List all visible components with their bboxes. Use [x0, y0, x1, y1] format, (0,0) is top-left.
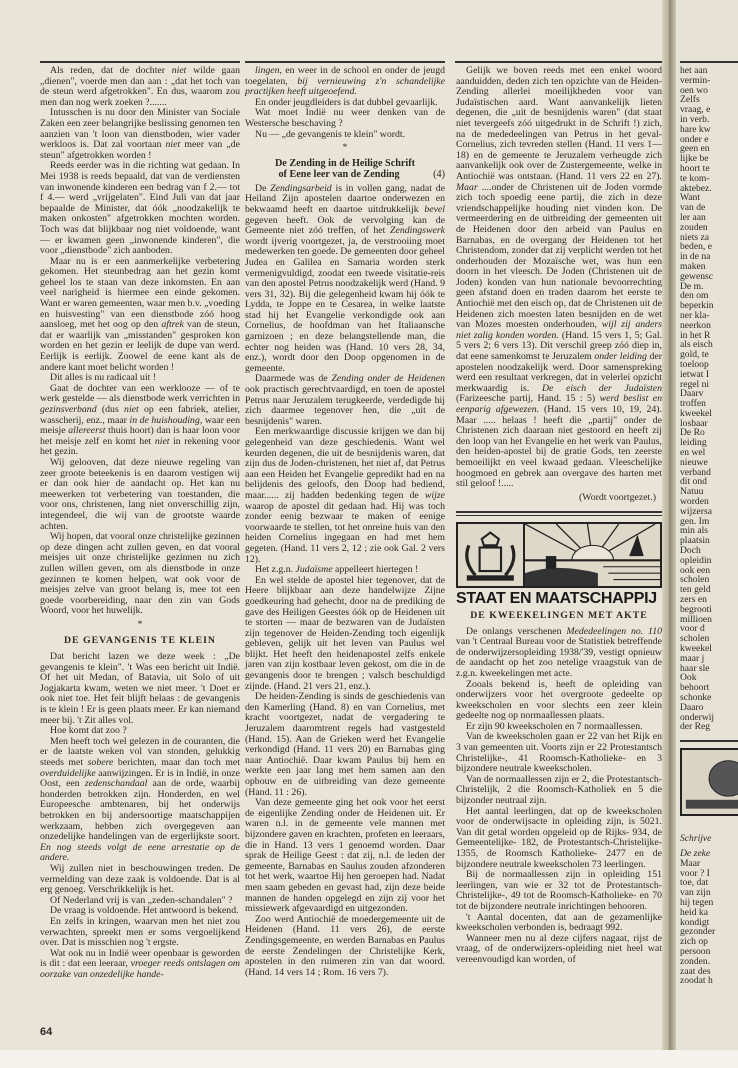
- text-line-fragment: voor ? I: [680, 867, 710, 879]
- text: Dit alles is nu radicaal uit !: [50, 372, 157, 384]
- globe-illustration: [680, 748, 738, 816]
- emphasis-text: gezinsverband: [40, 404, 97, 415]
- heading-zending-line1: De Zending in de Heilige Schrift: [274, 157, 416, 169]
- text: (dus: [96, 404, 125, 415]
- column-1: [40, 66, 240, 980]
- text: Maar nu is er een aanmerkelijke verbetering gekomen. Het steunbedrag aan het gezin komt geheel los te staan van deze inkomsten. En aan veel narigheid is hiermee een einde gekomen. Want er waren gemeenten, waar men b.v. „voeding en huisvesting" van een dienstbode zóó hoog aansloeg, met het oog op den: [40, 255, 240, 331]
- text-line-fragment: hare kw: [680, 123, 711, 135]
- text-line-fragment: zers en: [680, 594, 707, 606]
- article-zending: [245, 184, 445, 979]
- text: van 't Centraal Bureau voor de Statistiek betreffende de onderwijzersopleiding 1938/'39, vestigt opnieuw de aandacht op het zoo netelige vraagstuk van de z.g.n. kweekelingen met acte.: [456, 636, 662, 679]
- text: Een merkwaardige discussie krijgen we dan bij gelegenheid van deze geschiedenis. Want wel keurden degenen, die uit de besnijdenis waren, dat zijn dus de Joden-christenen, het niet af, dat Petrus aan een Heiden het Evangelie gepredikt had en na belijdenis des geloofs, den Doop had bediend, maar...... zij hadden bedenking tegen de: [245, 426, 445, 501]
- text-line-fragment: zonden.: [680, 955, 711, 967]
- text: En zelfs in kringen, waarvan men het niet zou verwachten, spreekt men er soms vergoelijkend over. Dat is misschien nog 't ergste.: [40, 915, 240, 949]
- emphasis-text: onder leiding: [594, 351, 647, 363]
- text: Of Nederland vrij is van „zeden-schandalen" ?: [50, 894, 233, 906]
- text-line-fragment: Doch: [680, 545, 701, 557]
- text-line-fragment: nieuwe: [680, 456, 708, 468]
- text-line-fragment: het aan: [680, 66, 708, 76]
- top-rule: [245, 61, 445, 63]
- text-line-fragment: ner kla-: [680, 309, 710, 321]
- text-line-fragment: troffen: [680, 398, 706, 410]
- continued-note: (Wordt voortgezet.): [578, 491, 656, 503]
- text-line-fragment: heid ka: [680, 906, 708, 918]
- text: Wat moet Indië nu weer denken van de Westersche beschaving ?: [245, 107, 445, 129]
- text-line-fragment: voor d: [680, 623, 705, 635]
- text-line-fragment: hoort te: [680, 162, 710, 174]
- emphasis-text: sobere: [87, 757, 114, 768]
- text-line-fragment: vraag, e: [680, 104, 711, 116]
- text: En onder jeugdleiders is dat dubbel gevaarlijk.: [255, 96, 438, 108]
- paragraph: [456, 913, 662, 934]
- text-line-fragment: plaatsin: [680, 535, 710, 547]
- text: Hoe komt dat zoo ?: [50, 725, 127, 737]
- text: gegeven heeft. Ook de vervolging kan de Gemeente niet zóó treffen, of het: [245, 214, 445, 237]
- text: van de steun, dat er waarlijk van „misstanden" gesproken kon worden en het gezin er leelijk de dupe van werd. Eerlijk is eerlijk. Zoowel de eene kant als de andere kant moet belicht worden !: [40, 319, 240, 373]
- emphasis-text: lingen: [255, 65, 280, 76]
- text-line-fragment: verband: [680, 466, 711, 478]
- text-line-fragment: van zijn: [680, 887, 711, 899]
- paragraph: [40, 864, 240, 896]
- page-gutter: [662, 0, 676, 1050]
- article-gevangenis-continued: [245, 66, 445, 140]
- text-line-fragment: regel ni: [680, 378, 710, 390]
- text-line-fragment: gewensc: [680, 270, 714, 282]
- paragraph: [40, 257, 240, 374]
- text-line-fragment: leiding: [680, 437, 707, 449]
- heading-zending: [245, 158, 445, 180]
- text-line-fragment: hij tegen: [680, 896, 714, 908]
- paragraph: [245, 576, 445, 693]
- emphasis-text: niet: [171, 65, 187, 76]
- emphasis-text: niet: [124, 404, 139, 415]
- text-line-fragment: lijke be: [680, 153, 709, 165]
- text-line-fragment: zaat des: [680, 965, 711, 977]
- text: De onlangs verschenen: [466, 625, 567, 637]
- emphasis-text: overduidelijke: [40, 767, 96, 779]
- text-line-fragment: millioen: [680, 613, 712, 625]
- text-line-fragment: Daaro: [680, 701, 704, 713]
- text-line-fragment: Maar: [680, 857, 701, 869]
- text: Wij gelooven, dat deze nieuwe regeling van zeer groote beteekenis is en daarom vestigen wij er dan ook hier de aandacht op. Het kan nu meewerken tot verbetering van toestanden, die voor ons, christenen, lang niet onverschillig zijn, integendeel, die wij van de grootste waarde achten.: [40, 456, 240, 532]
- text: ....onder de Christenen uit de Joden vormde zich toch spoedig eene partij, die zich in deze vriendschappelijke houding niet vinden kon. De vermeerdering en de uitbreiding der gemeenten uit de Heidenen door den arbeid van Paulus en Barnabas, en de overgang der Heidenen tot het Christendom, zonder dat zij verplicht werden tot het onderhouden der Mozaïsche wet, was hun een doorn in het vleesch. De Joden (Christenen uit de Joden) konden van hun nationale bevoorrechting geen afstand doen en traden daarom het eerste te Antiochië met den eisch op, dat de Christenen uit de Heidenen zich moesten laten besnijden en de wet van Mozes moesten onderhouden,: [456, 181, 662, 331]
- article-dienstboden: [40, 66, 240, 617]
- text-line-fragment: maar j: [680, 652, 705, 664]
- text-line-fragment: neerkon: [680, 319, 711, 331]
- text-line-fragment: toe, dat: [680, 877, 709, 889]
- text-line-fragment: te kom-: [680, 172, 710, 184]
- paragraph: [245, 427, 445, 565]
- text: 't Aantal docenten, dat aan de gezamenlijke kweekscholen verbonden is, bedraagt 992.: [456, 911, 662, 934]
- text-line-fragment: scholen: [680, 574, 710, 586]
- text: Men heeft toch wel gelezen in de couranten, die er de laatste weken vol van stonden, gelukkig steeds met: [40, 735, 240, 768]
- text-line-fragment: Want: [680, 192, 701, 204]
- text: Dat bericht lazen we deze week : „De gevangenis te klein". 't Was een bericht uit Indië. Of het uit Medan, of Batavia, uit Solo of uit Jogjakarta kwam, weten we niet meer. 't Doet er ook niet toe. Het feit blijft helaas : de gevangenis is te klein ! Er is geen plaats meer. Er kan niemand meer bij. 't Zit alles vol.: [40, 651, 240, 726]
- paragraph: [245, 66, 445, 98]
- coat-of-arms-image: [458, 524, 525, 586]
- text-line-fragment: losbaar: [680, 417, 708, 429]
- text-line-fragment: kondigt: [680, 916, 710, 928]
- paragraph: [456, 680, 662, 722]
- article-gevangenis: [40, 652, 240, 980]
- text: Zooals bekend is, heeft de opleiding van onderwijzers voor het overgroote gedeelte op kweekscholen en voor slechts een zeer klein gedeelte nog op normaallessen plaats.: [456, 678, 662, 722]
- paragraph: [456, 934, 662, 966]
- paragraph: [456, 807, 662, 871]
- text-line-fragment: in verb.: [680, 113, 710, 125]
- paragraph: [245, 108, 445, 129]
- section-divider: [456, 511, 662, 516]
- text-line-fragment: De m.: [680, 280, 704, 292]
- text: op een fabriek, atelier, wasscherij, enz., maar: [40, 404, 240, 426]
- text-line-fragment: Daarv: [680, 388, 704, 400]
- sunrise-landscape-image: [525, 524, 660, 586]
- emphasis-text: aftrek: [161, 319, 184, 331]
- text: Er zijn 90 kweekscholen en 7 normaallessen.: [466, 720, 643, 732]
- paragraph: [456, 870, 662, 912]
- text-line-fragment: dit ond: [680, 476, 707, 488]
- paragraph: [456, 627, 662, 680]
- text: ook practisch gerechtvaardigd, en toen de apostel Petrus naar Jeruzalem terugkeerde, verdedigde hij zich daarmee tegenover hen, die „uit de besnijdenis" waren.: [245, 384, 445, 427]
- text: waarop de apostel dit gedaan had. Hij was toch zonder eenig bezwaar te maken of eenige voorwaarde te stellen, tot het onreine huis van den heiden Cornelius ingegaan en had met hem gegeten. (Hand. 11 vers 2, 12 ; zie ook Gal. 2 vers 12).: [245, 500, 445, 565]
- text-line-fragment: Ook: [680, 672, 697, 684]
- text-line-fragment: min als: [680, 525, 708, 537]
- text-line-fragment: zoodat h: [680, 975, 713, 987]
- text: Als reden, dat de dochter: [50, 65, 172, 76]
- text-line-fragment: in het R: [680, 329, 711, 341]
- emphasis-text: Maar: [456, 181, 478, 193]
- text: (Farizeesche partij, Hand. 15 : 5): [456, 393, 600, 405]
- text-line-fragment: behoort: [680, 682, 710, 694]
- text: Daarmede was de: [255, 373, 332, 385]
- text-line-fragment: geen en: [680, 143, 710, 155]
- page-number: 64: [40, 1026, 53, 1038]
- text-line-fragment: begrooti: [680, 603, 712, 615]
- text-line-fragment: beperkin: [680, 300, 714, 312]
- text-line-fragment: kweekel: [680, 407, 712, 419]
- text-line-fragment: en wel: [680, 447, 706, 459]
- text: Wij zullen niet in beschouwingen treden. De vermelding van deze zaak is voldoende. Dat is al erg genoeg. Verschrikkelijk is het.: [40, 862, 240, 896]
- paragraph: [40, 917, 240, 949]
- text: De vraag is voldoende. Het antwoord is bekend.: [50, 905, 239, 917]
- emphasis-text: bij vernieuwing z'n schandelijke practijken heeft uitgeoefend.: [245, 75, 445, 98]
- text-line-fragment: maken: [680, 260, 706, 272]
- text-line-fragment: in de na: [680, 251, 711, 263]
- emphasis-text: Zendingswerk: [390, 225, 445, 237]
- text: Gaat de dochter van een werklooze — of te werk gestelde — als dienstbode werk verrichten in: [40, 382, 240, 405]
- text: der apostelen noodzakelijk werd. Door samenspreking werd een resultaat verkregen, dat in velerlei opzicht merkwaardig is.: [456, 351, 662, 394]
- text-line-fragment: kweekel: [680, 643, 712, 655]
- emphasis-text: allereerst: [68, 425, 106, 437]
- text-line-fragment: toeloop: [680, 358, 709, 370]
- article-kweekelingen: [456, 627, 662, 966]
- text: berichten, maar dan toch met: [113, 757, 240, 768]
- paragraph: [245, 130, 445, 141]
- text: (Hand. 15 vers 1, 5; Gal. 5 vers 2; 6 vers 13). Dit verschil greep zóó diep in, dat eene samenkomst te Jeruzalem: [456, 329, 663, 363]
- heading-gevangenis: DE GEVANGENIS TE KLEIN: [63, 635, 217, 647]
- heading-kweekelingen: DE KWEEKELINGEN MET AKTE: [470, 609, 648, 621]
- text-line-fragment: Zelfs: [680, 94, 700, 106]
- paragraph: [40, 737, 240, 864]
- separator-asterisk: *: [342, 142, 348, 154]
- text: Wij hopen, dat vooral onze christelijke gezinnen op deze dingen acht zullen geven, en dat vooral meisjes uit onze christelijke gezinnen nu zich zullen willen geven, om als dienstbode in onze gezinnen te komen helpen, wat ook voor de meisjes zelve van groot belang is, mee tot een goede voorbereiding, naar den zin van Gods Woord, voor het huwelijk.: [40, 531, 240, 617]
- text: Het aantal leerlingen, dat op de kweekscholen voor de onderwijsacte in opleiding zijn, is 5021. Van dit getal worden opgeleid op de Rijks- 934, de Gemeentelijke- 182, de Protestantsch-Christelijke- 1355, de Roomsch Katholieke- 2477 en de bijzondere neutrale kweekscholen 73 leerlingen.: [456, 805, 662, 870]
- separator-asterisk: *: [137, 618, 143, 630]
- text: Van de kweekscholen gaan er 22 van het Rijk en 3 van gemeenten uit. Voorts zijn er 22 Protestantsch Christelijke-, 41 Roomsch-Katholieke- en 3 bijzondere neutrale kweekscholen.: [456, 731, 662, 775]
- text-line-fragment: Natuu: [680, 486, 704, 498]
- paragraph: [456, 66, 662, 490]
- text-line-fragment: den om: [680, 290, 709, 302]
- text-line-fragment: gezonder: [680, 926, 716, 938]
- emphasis-text: Zendingsarbeid: [270, 182, 332, 194]
- text: wilde gaan „dienen", voerde men dan aan : „dat het toch van de steun werd afgetrokken". En dus, waarom zou men dan nog werk zoeken ?.......: [40, 65, 240, 108]
- paragraph: [40, 532, 240, 617]
- text-line-fragment: onderwij: [680, 711, 715, 723]
- text-line-fragment: ook een: [680, 564, 711, 576]
- emphasis-text: niet: [154, 435, 170, 447]
- paragraph: [245, 374, 445, 427]
- top-rule: [455, 61, 662, 63]
- text-line-fragment: opleidin: [680, 554, 712, 566]
- emphasis-text: Judaïsme: [295, 564, 333, 576]
- top-rule: [40, 61, 240, 63]
- paragraph: [40, 384, 240, 458]
- emphasis-text: Zending onder de Heidenen: [331, 373, 445, 385]
- article-zending-continued: [456, 66, 662, 490]
- text-line-fragment: persoon: [680, 945, 711, 957]
- emphasis-text: Mededeelingen no. 110: [566, 625, 663, 637]
- text: in rekening voor het gezin.: [40, 435, 241, 458]
- text-line-fragment: wijzersa: [680, 505, 712, 517]
- text: , en weer in de school en onder de jeugd toegelaten,: [245, 65, 445, 87]
- emphasis-text: niet: [165, 139, 181, 151]
- emphasis-text: De eisch der Judaïsten: [541, 382, 662, 394]
- text-line-fragment: De Ro: [680, 427, 705, 439]
- paragraph: [40, 652, 240, 726]
- text: Van deze gemeente ging het ook voor het eerst de eigenlijke Zending onder de Heidenen uit. Er waren n.l. in de gemeente vele mannen met bijzondere gaven en krachten, profeten en leeraars, die in Hand. 13 vers 1 genoemd worden. Daar sprak de Heilige Geest : dat zij, n.l. de leden der gemeente, Barnabas en Saulus zouden afzonderen tot het werk, waartoe Hij hen geroepen had. Nadat men saam gebeden en gevast had, zijn deze beide mannen de handen opgelegd en zijn zij voor het missiewerk afgevaardigd en uitgezonden.: [245, 797, 445, 915]
- paragraph: [245, 915, 445, 979]
- paragraph: [40, 66, 240, 108]
- heading-zending-number: (4): [433, 168, 445, 180]
- paragraph: [245, 692, 445, 798]
- text: (Hand. 15 vers 10, 19, 24). Maar ..... helaas ! heeft die „partij" onder de Christenen zich daaraan niet gestoord en heeft zij den loop van het Evangelie en het werk van Paulus, den heiden-apostel bij de gratie Gods, ten zeerste bemoeilijkt en veel kwaad gedaan. Vleeschelijke hoogmoed en gebrek aan overgave des harten met stil geloof !.....: [456, 404, 662, 490]
- text: Bij de normaallessen zijn in opleiding 151 leerlingen, van wie er 32 tot de Protestantsch-Christelijke-, 49 tot de Roomsch-Katholieke- en 70 tot de bijzondere neutrale inrichtingen behooren.: [456, 869, 662, 912]
- text-line-fragment: oen wo: [680, 84, 708, 96]
- paragraph: [456, 732, 662, 774]
- text: De: [255, 182, 271, 194]
- text: Wanneer men nu al deze cijfers nagaat, rijst de vraag, of de onderwijzers-opleiding niet heel wat vereenvoudigd kan worden, of: [456, 932, 662, 965]
- text-line-fragment: beden, e: [680, 241, 712, 253]
- emphasis-text: En nog steeds volgt de eene arrestatie op de andere.: [40, 841, 240, 864]
- text: , waar een meisje: [40, 414, 240, 437]
- column-4-cut-off: [680, 66, 738, 986]
- text: thuis hoort) dan is haar loon voor het meisje zelf en komt het: [40, 425, 240, 447]
- text: Het z.g.n.: [255, 564, 296, 576]
- text: Reeds eerder was in die richting wat gedaan. In Mei 1938 is reeds bepaald, dat van de verdiensten van inwonende kinderen een bedrag van f 2.— tot f 4.— werd „vrijgelaten". Eind Juli van dat jaar bepaalde de Minister, dat óók „noodzakelijk te maken onkosten" afgetrokken mochten worden. Toch was dat blijkbaar nog niet voldoende, want — er kwamen geen „inwonende kinderen", die voor „dienstbode" zich aanboden.: [40, 160, 240, 257]
- text-line-fragment: zich op: [680, 936, 708, 948]
- section-title: STAAT EN MAATSCHAPPIJ: [456, 590, 657, 608]
- text-line-fragment: gen. Im: [680, 515, 710, 527]
- text: Zoo werd Antiochië de moedergemeente uit de Heidenen (Hand. 11 vers 26), de eerste Zendingsgemeente, en werden Barnabas en Paulus de eerste Zendelingen der Christelijke Kerk, apostelen in den ruimeren zin van dat woord. (Hand. 14 vers 14 ; Rom. 16 vers 7).: [245, 913, 445, 978]
- text: aan de orde, waarbij honderden betrokken zijn. Honderden, en wel Europeesche ambtenaren, bij het onderwijs betrokken en bij andersoortige maatschappijen werkzaam, hebben zich overgegeven aan onzedelijke handelingen van de ergerlijkste soort.: [40, 778, 240, 843]
- text-line-fragment: ten geld: [680, 584, 711, 596]
- paragraph: [40, 108, 240, 161]
- text: En wel stelde de apostel hier tegenover, dat de Heere blijkbaar aan deze handelwijze Zijne goedkeuring had gehecht, door na de prediking de gave des Heiligen Geestes óók op de Heidenen uit te storten — maar de bezwaren van de Judaïsten zijn tegenover de Heiden-Zending toch eigenlijk gebleven, gelijk uit het leven van Paulus wel blijkt. Het heeft den heidenapostel zelfs enkele jaren van zijn kostbaar leven gekost, om die in de gevangenis door te brengen ; valsch beschuldigd zijnde. (Hand. 21 vers 21, enz.).: [245, 574, 445, 692]
- text-line-fragment: ietwat I: [680, 368, 710, 380]
- paragraph: [40, 458, 240, 532]
- column-2: [245, 66, 445, 978]
- text: appelleert hiertegen !: [332, 564, 419, 576]
- text-line-fragment: ler aan: [680, 211, 706, 223]
- cut-off-italic: De zeke: [680, 847, 711, 859]
- text-line-fragment: vermin-: [680, 74, 711, 86]
- emphasis-text: wijl zij anders niet zalig konden worden.: [456, 319, 662, 341]
- text-line-fragment: als eisch: [680, 339, 713, 351]
- paragraph: [245, 184, 445, 375]
- paragraph: [40, 949, 240, 981]
- text-line-fragment: gold, te: [680, 349, 709, 361]
- paragraph: [40, 161, 240, 256]
- text: Wat ook nu in Indië weer openbaar is geworden is dit : dat een leeraar,: [40, 947, 240, 970]
- emphasis-text: werd beslist en eenparig afgewezen.: [456, 393, 662, 415]
- text: Van de normaallessen zijn er 2, die Protestantsch-Christelijk, 2 die Roomsch-Katholiek en 5 die bijzonder neutraal zijn.: [456, 773, 662, 807]
- text: aanwijzingen. Er is in Indië, in onze Oost, een: [40, 767, 240, 790]
- text: Intusschen is nu door den Minister van Sociale Zaken een zeer belangrijke beslissing genomen ten aanzien van 't loon van dienstboden, wier vader werkloos is. Dat zal voortaan: [40, 107, 240, 151]
- text: meer van „de steun" afgetrokken worden !: [40, 139, 241, 161]
- emphasis-text: wijze: [424, 489, 445, 501]
- emphasis-text: bevel: [424, 203, 445, 215]
- cut-off-lines: [680, 66, 738, 732]
- emphasis-text: vroeger reeds ontslagen om oorzake van onzedelijke hande-: [40, 958, 240, 980]
- text-line-fragment: onder e: [680, 133, 709, 145]
- emphasis-text: in de huishouding: [129, 414, 200, 426]
- emphasis-text: zedenschandaal: [84, 778, 148, 790]
- text: Nu — „de gevangenis te klein" wordt.: [255, 128, 406, 140]
- text-line-fragment: van de: [680, 202, 706, 214]
- top-rule: [680, 61, 738, 63]
- text-line-fragment: zouden: [680, 221, 708, 233]
- section-divider: [680, 740, 738, 742]
- text-line-fragment: worden: [680, 496, 709, 508]
- text: De heiden-Zending is sinds de geschiedenis van den Kamerling (Hand. 8) en van Cornelius, met kracht voortgezet, nadat de vergadering te Jeruzalem daaromtrent regels had vastgesteld (Hand. 15). Aan de Grieken werd het Evangelie verkondigd (Hand. 11 vers 20) en Barnabas ging naar Antiochië. Daar kwam Paulus bij hem en werkte een jaar lang met hem samen aan den opbouw en de uitbreiding van deze gemeente (Hand. 11 : 26).: [245, 691, 445, 798]
- text-line-fragment: haar sle: [680, 662, 710, 674]
- text-line-fragment: der Reg: [680, 721, 711, 733]
- text-line-fragment: schonke: [680, 692, 712, 703]
- section-banner-illustration: [456, 522, 662, 588]
- text-line-fragment: niets za: [680, 231, 710, 243]
- cut-off-italic: Schrijve: [680, 833, 712, 845]
- text-line-fragment: scholen: [680, 633, 710, 645]
- paragraph: [456, 775, 662, 807]
- heading-zending-line2: of Eene leer van de Zending: [278, 168, 400, 180]
- column-3: [456, 66, 662, 966]
- cut-off-lines: [680, 859, 738, 986]
- text: is in vollen gang, nadat de Heiland Zijn apostelen daartoe onderwezen en bekwaamd heeft en daartoe uitdrukkelijk: [245, 182, 445, 215]
- text-line-fragment: aktebez.: [680, 182, 712, 194]
- text: Gelijk we boven reeds met een enkel woord aanduidden, deden zich ten opzichte van de Heiden-Zending allerlei moeilijkheden voor van Judaïstischen aard. Want aanvankelijk lieten degenen, die „uit de besnijdenis waren" (dat staat niet tevergeefs zóó uitgedrukt in de Schrift !) zich, na de mededeelingen van Petrus in het geval-Cornelius, zich tevreden stellen (Hand. 11 vers 1—18) en de gemeente te Jeruzalem verheugde zich aanvankelijk ook over de Zustergemeente, welke in Antiochië was ontstaan. (Hand. 11 vers 22 en 27).: [456, 65, 662, 182]
- paragraph: [245, 798, 445, 915]
- text: wordt ijverig voortgezet, ja, de verstrooiing moet medewerken ten goede. De gemeenten door geheel Judea en Galilea en Samaria worden sterk vermenigvuldigd, zoodat een tweede visitatie-reis van den apostel Petrus noodzakelijk werd (Hand. 9 vers 31, 32). Bij die gelegenheid kwam hij óók te Lydda, te Joppe en te Cesarea, in welke laatste stad hij het Evangelie verkondigde ook aan Cornelius, de hoofdman van het Italiaansche garnizoen ; en deze belangstellende man, die echter nog heiden was (Hand. 10 vers 28, 34, enz.), wordt door den Doop opgenomen in de gemeente.: [245, 235, 445, 374]
